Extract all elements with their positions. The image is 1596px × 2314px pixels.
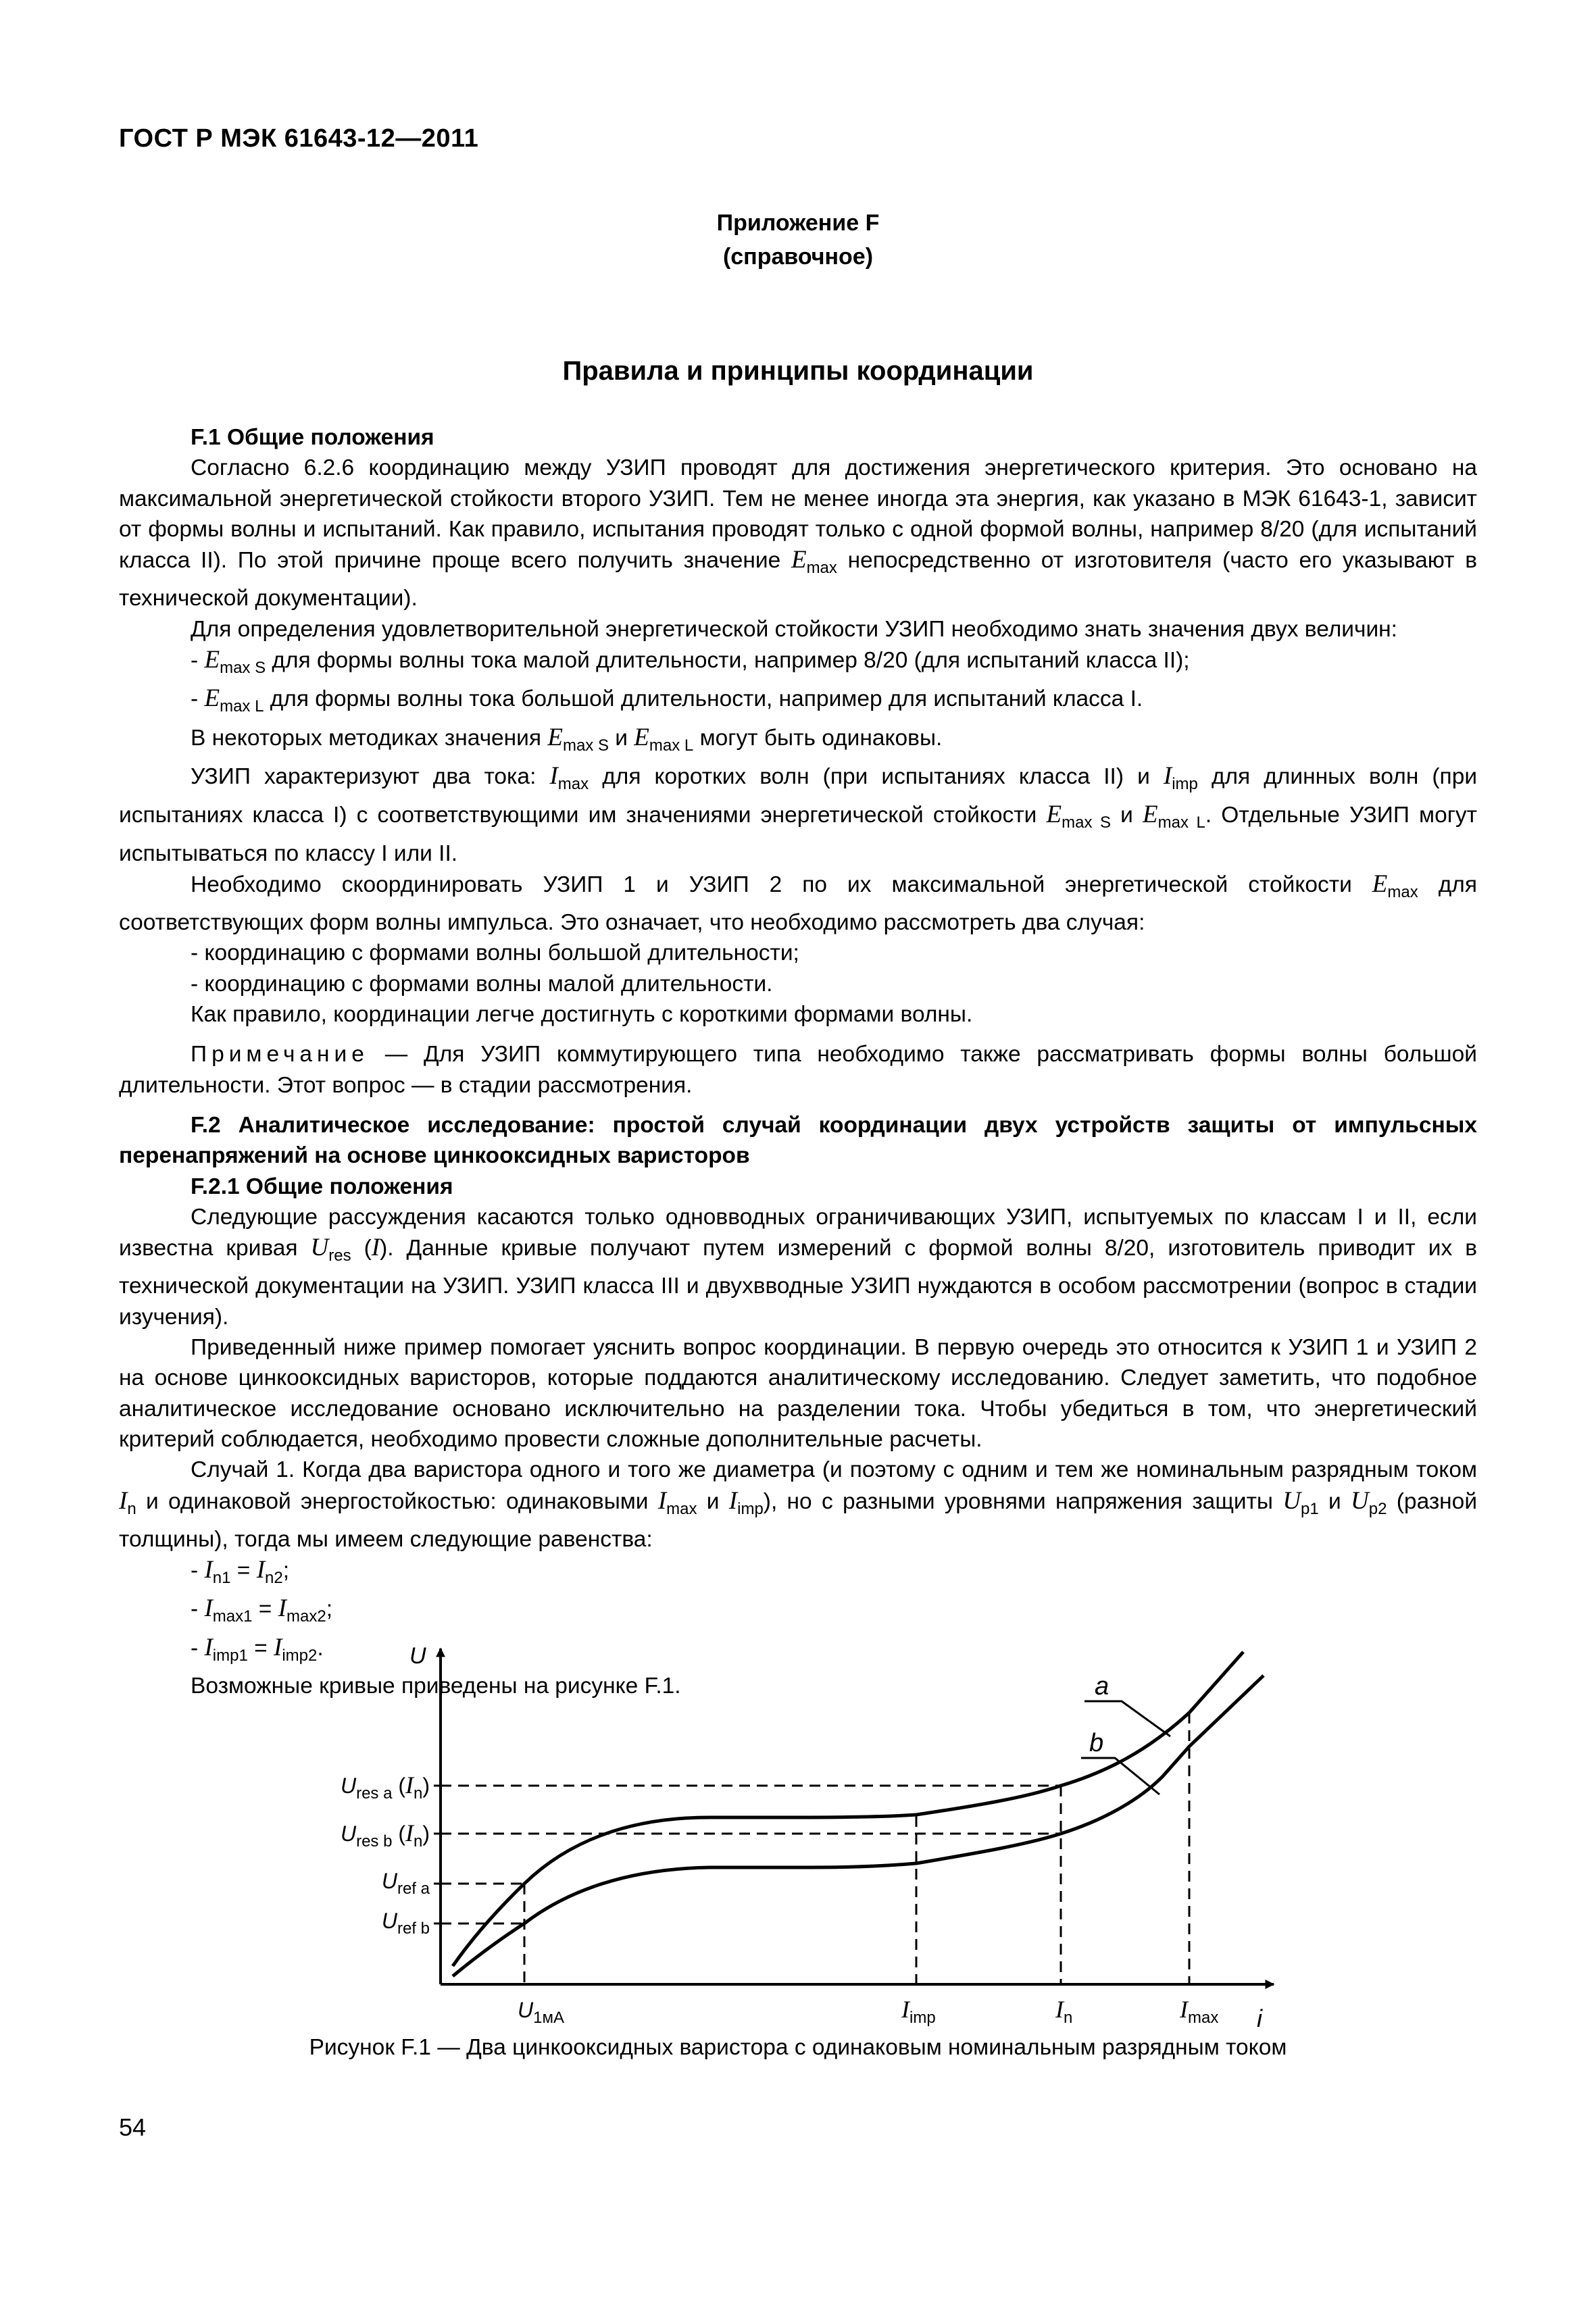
list-item: - координацию с формами волны малой длительности. [191,971,773,997]
section-heading-f21: F.2.1 Общие положения [191,1174,453,1199]
curves [453,1652,1264,1976]
equation: - $I_{max1} = I_{max2}$; [191,1594,332,1626]
section-heading-f2: F.2 Аналитическое исследование: простой случай координации двух устройств защиты от импульсных перенапряжений на основе цинкооксидных варисторов [119,1112,1477,1169]
paragraph: Приведенный ниже пример помогает уяснить вопрос координации. В первую очередь это относится к УЗИП 1 и УЗИП 2 на основе цинкооксидных варисторов, которые поддаются аналитическому исследованию. Следует заметить, что подобное аналитическое исследование основано исключительно на разделении тока. Чтобы убедиться в том, что энергетический критерий соблюдается, необходимо провести сложные дополнительные расчеты. [119,1335,1477,1452]
annex-heading [119,206,1477,274]
tick-label-uref-b: $U_{ref b}$ [381,1909,430,1938]
body-text [119,422,1477,1701]
y-axis-label: U [409,1643,426,1669]
list-item: - $E_{max L}$ для формы волны тока большой длительности, например для испытаний класса I. [191,684,1143,716]
tick-label-u1ma: $U_{1мА}$ [518,1998,564,2027]
figure-caption: Рисунок F.1 — Два цинкооксидных варистора с одинаковым номинальным разрядным током [309,2035,1287,2060]
paragraph: Случай 1. Когда два варистора одного и того же диаметра (и поэтому с одним и тем же номинальным разрядным током $I_n$ и одинаковой энергостойкостью: одинаковыми $I_{max}$ и $I_{imp}$), но с разными уровнями напряжения защиты $U_{p1}$ и $U_{p2}$ (разной толщины), тогда мы имеем следующие равенства: [119,1457,1478,1552]
tick-label-imax: $I_{max}$ [1180,1996,1219,2027]
tick-label-uref-a: $U_{ref a}$ [381,1869,430,1898]
paragraph: УЗИП характеризуют два тока: $I_{max}$ для коротких волн (при испытаниях класса II) и $I_{imp}$ для длинных волн (при испытаниях класса I) с соответствующими им значениями энергетической стойкости $E_{max S}$ и $E_{max L}$. Отдельные УЗИП могут испытываться по классу I или II. [119,761,1478,866]
x-axis-label: i [1257,2005,1262,2027]
curve-a-label: a [1095,1672,1109,1701]
paragraph: Согласно 6.2.6 координацию между УЗИП проводят для достижения энергетического критерия. Это основано на максимальной энергетической стойкости второго УЗИП. Тем не менее иногда эта энергия, как указано в МЭК 61643-1, зависит от формы волны и испытаний. Как правило, испытания проводят только с одной формой волны, например 8/20 (для испытаний класса II). По этой причине проще всего получить значение $E_{max}$ непосредственно от изготовителя (часто его указывают в технической документации). [119,455,1477,611]
annex-title: Правила и принципы координации [562,356,1034,386]
list-item: - координацию с формами волны большой длительности; [191,940,799,966]
annex-label: Приложение F [716,210,880,236]
tick-label-ures-b: $U_{res b}$ $(I_n)$ [340,1819,430,1851]
paragraph: Возможные кривые приведены на рисунке F.1. [191,1673,681,1699]
section-heading-f1: F.1 Общие положения [191,425,434,450]
dashed-guides [441,1713,1189,1984]
note-label: Примечание [191,1042,369,1067]
note: Примечание — Для УЗИП коммутирующего типа необходимо также рассматривать формы волны большой длительности. Этот вопрос — в стадии рассмотрения. [119,1042,1478,1098]
curve-b-line [453,1676,1264,1976]
paragraph: Как правило, координации легче достигнуть с короткими формами волны. [191,1002,973,1028]
tick-label-ures-a: $U_{res a}$ $(I_n)$ [340,1771,430,1803]
tick-label-iimp: $I_{imp}$ [901,1996,936,2027]
document-code: ГОСТ Р МЭК 61643-12—2011 [119,124,479,153]
paragraph: Для определения удовлетворительной энергетической стойкости УЗИП необходимо знать значения двух величин: [191,616,1397,642]
paragraph: Необходимо скоординировать УЗИП 1 и УЗИП 2 по их максимальной энергетической стойкости $E_{max}$ для соответствующих форм волны импульса. Это означает, что необходимо рассмотреть два случая: [119,870,1477,936]
equation: - $I_{imp1} = I_{imp2}$. [191,1633,324,1665]
list-item: - $E_{max S}$ для формы волны тока малой длительности, например 8/20 (для испытаний класса II); [191,646,1190,678]
paragraph: Следующие рассуждения касаются только одновводных ограничивающих УЗИП, испытуемых по классам I и II, если известна кривая $U_{res}$ (I). Данные кривые получают путем измерений с формой волны 8/20, изготовитель приводит их в технической документации на УЗИП. УЗИП класса III и двухвводные УЗИП нуждаются в особом рассмотрении (вопрос в стадии изучения). [119,1204,1477,1330]
annex-kind: (справочное) [722,244,874,270]
tick-label-in: $I_n$ [1055,1996,1073,2027]
equation: - $I_{n1} = I_{n2}$; [191,1556,290,1588]
paragraph: В некоторых методиках значения $E_{max S}$ и $E_{max L}$ могут быть одинаковы. [191,723,943,755]
curve-b-label: b [1089,1729,1104,1757]
figure-f1 [0,1608,1596,2027]
page-number: 54 [119,2113,147,2141]
curve-a-line [453,1652,1243,1966]
